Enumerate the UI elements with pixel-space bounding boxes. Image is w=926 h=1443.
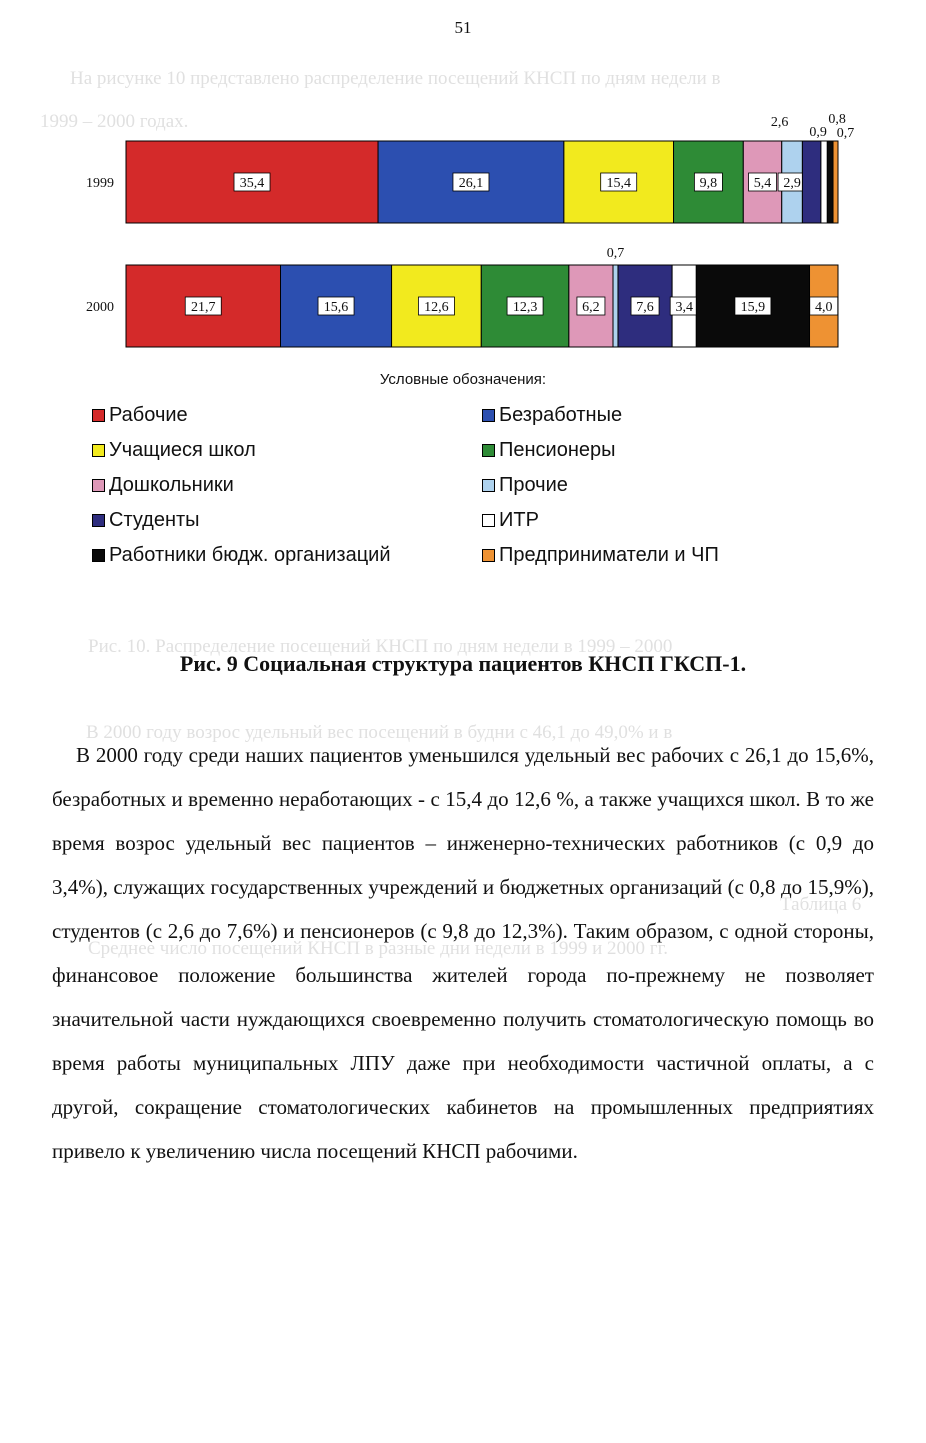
data-label: 21,7 [191, 300, 216, 315]
category-label: 1999 [86, 176, 114, 191]
body-text [52, 733, 874, 1173]
data-label: 3,4 [675, 300, 693, 315]
legend-swatch [92, 514, 105, 527]
bar-segment [821, 141, 827, 223]
bar-segment [802, 141, 821, 223]
bleed-through-line: Среднее число посещений КНСП в разные дни недели в 1999 и 2000 гг. [88, 938, 669, 959]
legend-swatch [92, 479, 105, 492]
legend-item [92, 542, 482, 568]
legend-item [482, 542, 792, 568]
data-label: 35,4 [239, 176, 265, 191]
legend-swatch [482, 409, 495, 422]
bar-segment [827, 141, 833, 223]
legend-swatch [482, 514, 495, 527]
chart-legend [92, 402, 792, 568]
bleed-through-line: На рисунке 10 представлено распределение посещений КНСП по дням недели в [70, 68, 721, 89]
legend-item [92, 472, 482, 498]
data-label: 0,9 [809, 125, 827, 140]
data-label: 7,6 [636, 300, 654, 315]
data-label: 0,7 [836, 126, 855, 141]
legend-item [482, 402, 792, 428]
bar-segment [833, 141, 838, 223]
data-label: 12,6 [424, 300, 449, 315]
legend-item [482, 437, 792, 463]
legend-swatch [482, 479, 495, 492]
legend-label: Безработные [499, 403, 623, 426]
legend-swatch [92, 549, 105, 562]
bleed-through-line: В 2000 году возрос удельный вес посещений в будни с 46,1 до 49,0% и в [86, 722, 673, 743]
stacked-bar-chart [0, 0, 926, 370]
data-label: 0,7 [606, 246, 625, 261]
data-label: 0,8 [828, 112, 846, 127]
legend-item [482, 472, 792, 498]
data-label: 6,2 [582, 300, 600, 315]
legend-item [92, 402, 482, 428]
legend-label: Прочие [499, 473, 568, 496]
data-label: 12,3 [512, 300, 538, 315]
legend-label: Работники бюдж. организаций [109, 543, 391, 566]
legend-item [482, 507, 792, 533]
legend-swatch [482, 549, 495, 562]
bar-segment [613, 265, 618, 347]
legend-title: Условные обозначения: [379, 371, 547, 388]
legend-label: Предприниматели и ЧП [499, 543, 719, 566]
data-label: 2,6 [770, 115, 789, 130]
legend-swatch [92, 409, 105, 422]
data-label: 4,0 [815, 300, 833, 315]
legend-label: ИТР [499, 508, 539, 531]
legend-swatch [92, 444, 105, 457]
data-label: 2,9 [783, 176, 801, 191]
category-label: 2000 [86, 300, 114, 315]
legend-label: Рабочие [109, 403, 188, 426]
data-label: 26,1 [458, 176, 484, 191]
paragraph: В 2000 году среди наших пациентов уменьшился удельный вес рабочих с 26,1 до 15,6%, безработных и временно неработающих - с 15,4 до 12,6 %, а также учащихся школ. В то же время возрос удельный вес пациентов – инженерно-технических работников (с 0,9 до 3,4%), служащих государственных учреждений и бюджетных организаций (с 0,8 до 15,9%), студентов (с 2,6 до 7,6%) и пенсионеров (с 9,8 до 12,3%). Таким образом, с одной стороны, финансовое положение большинства жителей города по-прежнему не позволяет значительной части нуждающихся своевременно получить стоматологическую помощь во время работы муниципальных ЛПУ даже при необходимости частичной оплаты, а с другой, сокращение стоматологических кабинетов на промышленных предприятиях привело к увеличению числа посещений КНСП рабочими. [52, 743, 874, 1163]
legend-label: Студенты [109, 508, 200, 531]
bleed-through-line: 1999 – 2000 годах. [40, 111, 189, 132]
figure-caption: Рис. 9 Социальная структура пациентов КНСП ГКСП-1. [179, 651, 747, 676]
data-label: 15,9 [740, 300, 766, 315]
legend-label: Пенсионеры [499, 438, 616, 461]
legend-swatch [482, 444, 495, 457]
data-label: 15,6 [323, 300, 349, 315]
legend-label: Дошкольники [109, 473, 234, 496]
data-label: 5,4 [753, 176, 772, 191]
page-number: 51 [454, 18, 472, 37]
data-label: 15,4 [606, 176, 631, 191]
data-label: 9,8 [699, 176, 718, 191]
legend-item [92, 507, 482, 533]
legend-label: Учащиеся школ [109, 438, 256, 461]
legend-item [92, 437, 482, 463]
bleed-through-line: Таблица 6 [780, 894, 862, 915]
bleed-through-line: Рис. 10. Распределение посещений КНСП по дням недели в 1999 – 2000 [88, 636, 673, 657]
